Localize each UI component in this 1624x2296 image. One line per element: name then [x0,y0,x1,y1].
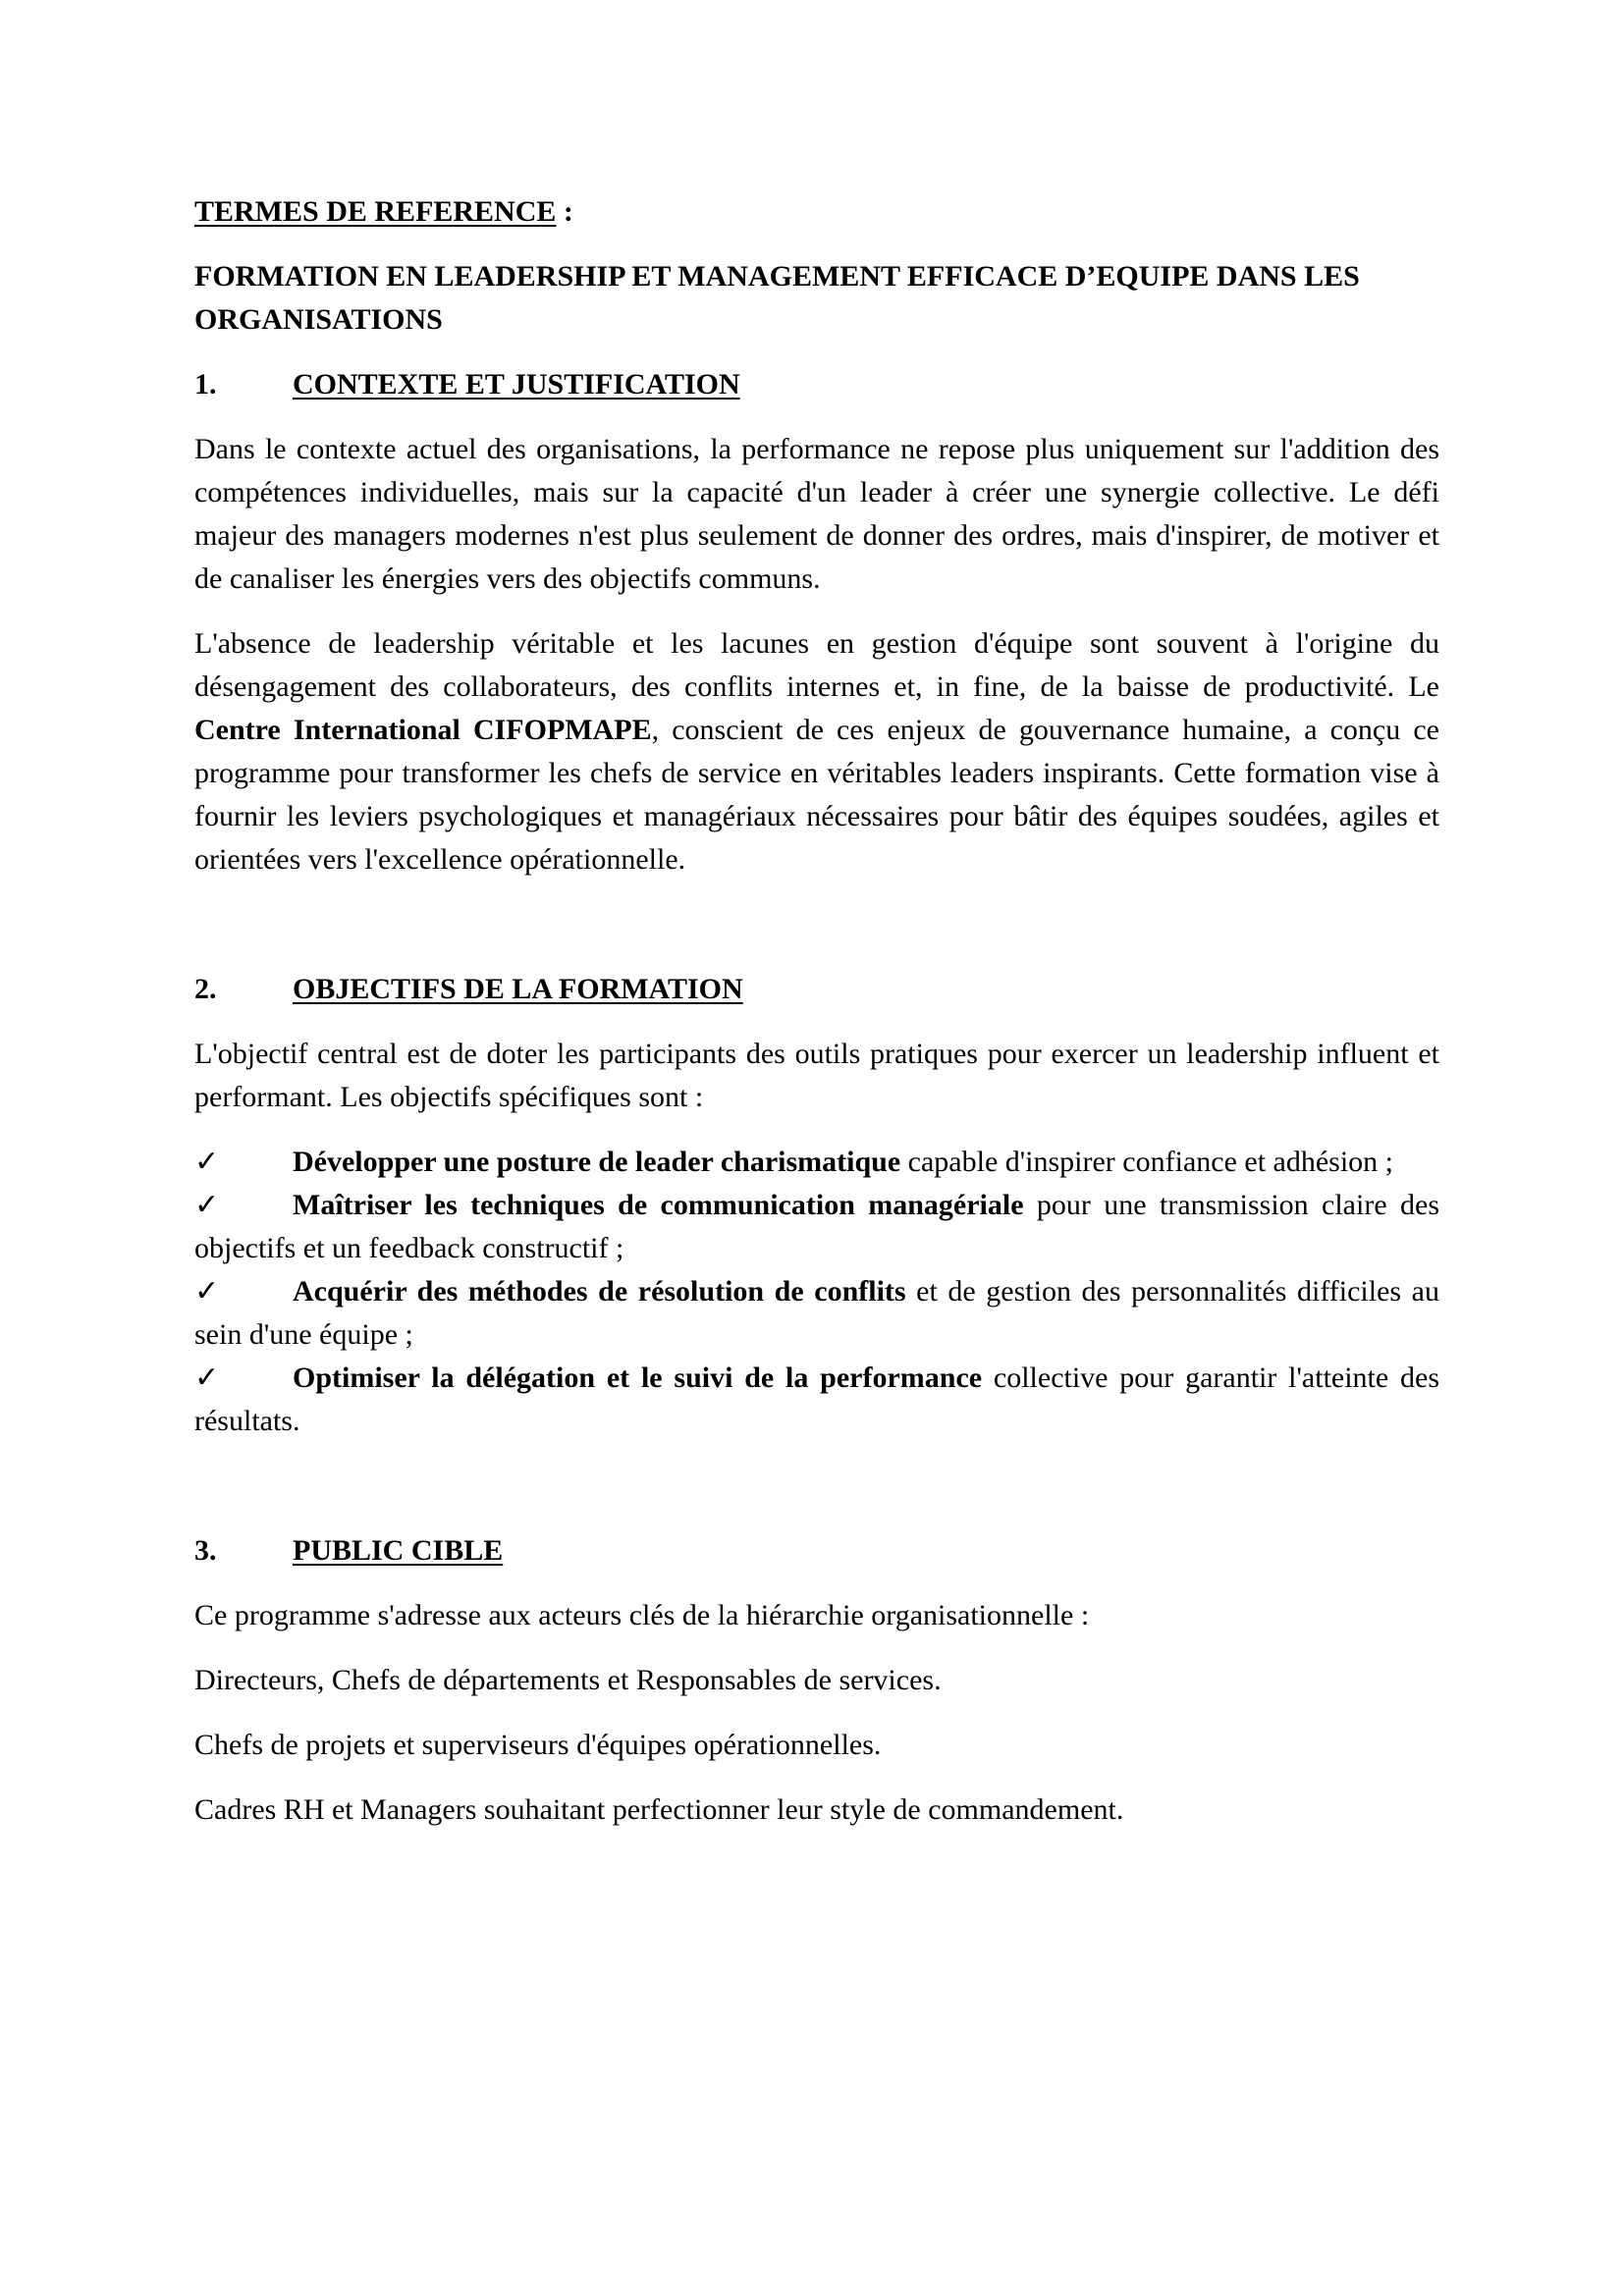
section-heading-objectifs [194,968,1439,1011]
section-title: PUBLIC CIBLE [293,1534,504,1567]
audience-intro: Ce programme s'adresse aux acteurs clés de la hiérarchie organisationnelle : [194,1599,1090,1631]
objective-text: collective pour garantir l'atteinte des résultats. [194,1362,1439,1437]
objective-text: et de gestion des personnalités difficiles au sein d'une équipe ; [194,1275,1439,1351]
context-paragraph-2-end: , conscient de ces enjeux de gouvernance humaine, a conçu ce programme pour transformer les chefs de service en véritables leaders inspirants. Cette formation vise à fournir les leviers psychologiques et managériaux nécessaires pour bâtir des équipes soudées, agiles et orientées vers l'excellence opérationnelle. [194,714,1439,876]
context-paragraph-1: Dans le contexte actuel des organisations, la performance ne repose plus uniquement sur l'addition des compétences individuelles, mais sur la capacité d'un leader à créer une synergie collective. Le défi majeur des managers modernes n'est plus seulement de donner des ordres, mais d'inspirer, de motiver et de canaliser les énergies vers des objectifs communs. [194,433,1439,595]
section-heading-public [194,1529,1439,1573]
section-number: 3. [194,1534,217,1567]
document-title-suffix: : [556,195,573,228]
section-number: 2. [194,973,217,1005]
list-item [194,1141,1439,1184]
document-body [194,190,1439,1853]
objective-bold: Développer une posture de leader charismatique [293,1146,901,1178]
list-item [194,1270,1439,1357]
checkmark-icon: ✓ [194,1362,220,1394]
spacer [194,1465,1439,1529]
list-item [194,1184,1439,1270]
objectives-list [194,1141,1439,1443]
organization-name: Centre International CIFOPMAPE [194,714,652,746]
context-paragraph-2-start: L'absence de leadership véritable et les lacunes en gestion d'équipe sont souvent à l'origine du désengagement des collaborateurs, des conflits internes et, in fine, de la baisse de productivité. Le [194,627,1439,703]
audience-item: Chefs de projets et superviseurs d'équipes opérationnelles. [194,1729,882,1761]
checkmark-icon: ✓ [194,1275,220,1308]
section-heading-contexte [194,363,1439,406]
context-paragraph-2 [194,622,1439,881]
list-item [194,1357,1439,1443]
section-title: CONTEXTE ET JUSTIFICATION [293,368,740,400]
objective-text: pour une transmission claire des objectifs et un feedback constructif ; [194,1189,1440,1264]
section-number: 1. [194,368,217,400]
checkmark-icon: ✓ [194,1146,220,1178]
objective-bold: Optimiser la délégation et le suivi de la performance [293,1362,983,1394]
audience-item: Cadres RH et Managers souhaitant perfectionner leur style de commandement. [194,1793,1124,1826]
section-title: OBJECTIFS DE LA FORMATION [293,973,743,1005]
audience-item: Directeurs, Chefs de départements et Responsables de services. [194,1664,942,1696]
objectives-intro: L'objectif central est de doter les participants des outils pratiques pour exercer un leadership influent et performant. Les objectifs spécifiques sont : [194,1038,1439,1113]
checkmark-icon: ✓ [194,1189,220,1221]
objective-bold: Maîtriser les techniques de communication managériale [293,1189,1024,1221]
objective-text: capable d'inspirer confiance et adhésion ; [900,1146,1394,1178]
document-title-text: TERMES DE REFERENCE [194,195,557,228]
spacer [194,903,1439,968]
objective-bold: Acquérir des méthodes de résolution de conflits [293,1275,906,1308]
document-subtitle: FORMATION EN LEADERSHIP ET MANAGEMENT EFFICACE D’EQUIPE DANS LES ORGANISATIONS [194,260,1360,336]
document-title [194,190,1439,234]
